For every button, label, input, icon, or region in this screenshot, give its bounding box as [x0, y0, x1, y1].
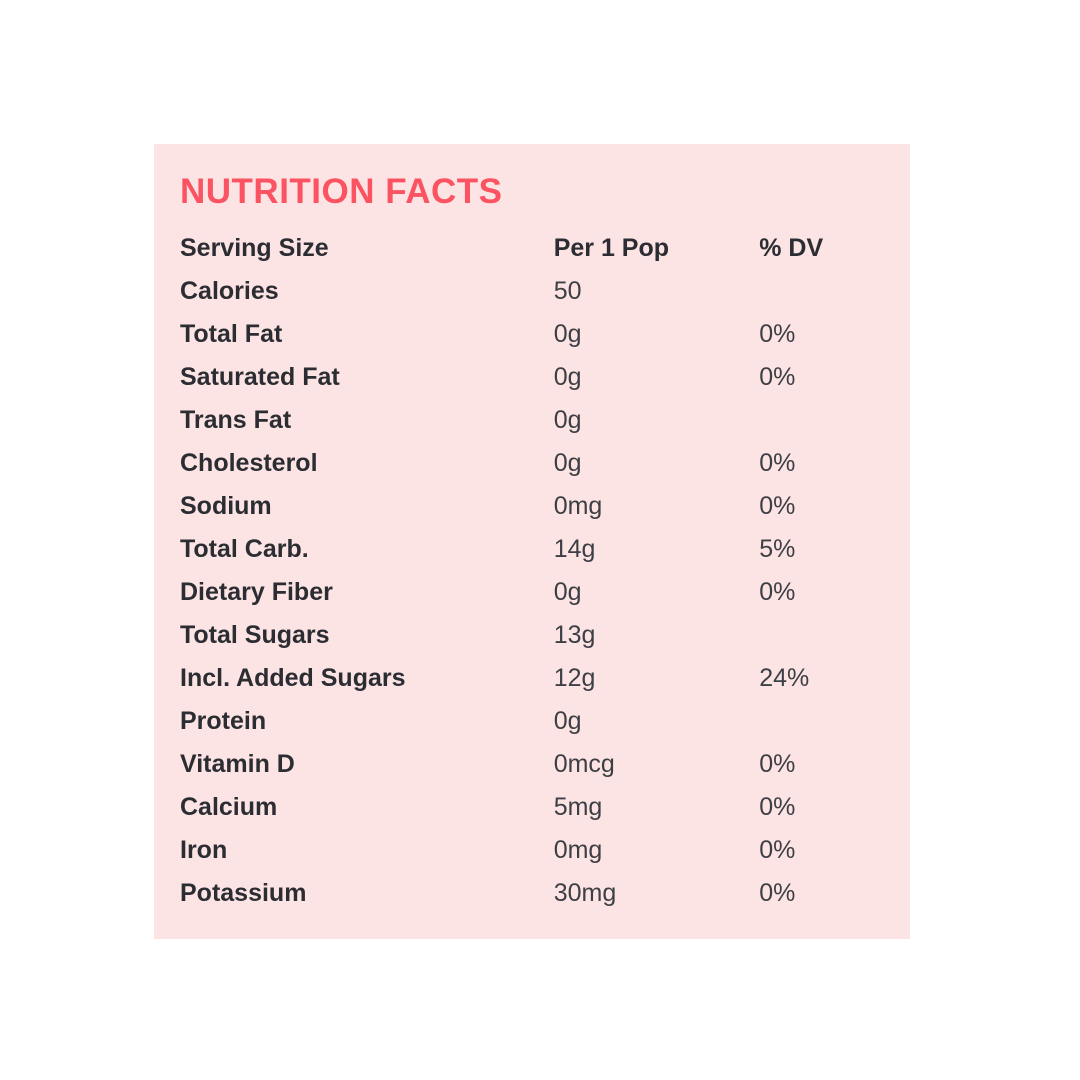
table-row — [180, 836, 890, 879]
row-amount: 0g — [553, 578, 582, 606]
row-amount: 0g — [553, 320, 582, 348]
table-row — [180, 492, 890, 535]
row-daily-value: 0% — [759, 836, 796, 864]
nutrition-facts-table — [180, 234, 890, 922]
nutrition-facts-panel — [154, 144, 910, 939]
row-label: Vitamin D — [180, 750, 295, 778]
row-label: Total Fat — [180, 320, 283, 348]
row-amount: 50 — [553, 277, 582, 305]
row-amount: 5mg — [553, 793, 603, 821]
row-amount: 0mcg — [553, 750, 615, 778]
table-row — [180, 578, 890, 621]
row-amount: 14g — [553, 535, 596, 563]
table-row — [180, 234, 890, 277]
row-daily-value: 5% — [759, 535, 796, 563]
row-label: Calories — [180, 277, 279, 305]
row-amount: 12g — [553, 664, 596, 692]
row-amount: 0g — [553, 449, 582, 477]
row-amount: 0g — [553, 707, 582, 735]
table-row — [180, 320, 890, 363]
row-amount: 0mg — [553, 492, 603, 520]
row-daily-value: 0% — [759, 793, 796, 821]
row-label: Trans Fat — [180, 406, 292, 434]
row-label: Protein — [180, 707, 267, 735]
row-label: Cholesterol — [180, 449, 318, 477]
row-label: Iron — [180, 836, 228, 864]
table-row — [180, 879, 890, 922]
table-row — [180, 793, 890, 836]
table-row — [180, 707, 890, 750]
row-label: Incl. Added Sugars — [180, 664, 406, 692]
row-amount: Per 1 Pop — [553, 234, 670, 262]
table-row — [180, 750, 890, 793]
row-daily-value: % DV — [759, 234, 824, 262]
row-label: Serving Size — [180, 234, 329, 262]
row-amount: 30mg — [553, 879, 617, 907]
row-amount: 0g — [553, 406, 582, 434]
row-label: Saturated Fat — [180, 363, 340, 391]
table-row — [180, 621, 890, 664]
table-row — [180, 277, 890, 320]
row-daily-value: 0% — [759, 363, 796, 391]
row-daily-value: 0% — [759, 578, 796, 606]
row-daily-value: 24% — [759, 664, 810, 692]
row-daily-value: 0% — [759, 320, 796, 348]
row-label: Total Carb. — [180, 535, 309, 563]
table-row — [180, 406, 890, 449]
row-label: Total Sugars — [180, 621, 330, 649]
table-row — [180, 664, 890, 707]
row-daily-value: 0% — [759, 879, 796, 907]
row-daily-value: 0% — [759, 449, 796, 477]
row-label: Potassium — [180, 879, 307, 907]
row-label: Sodium — [180, 492, 272, 520]
row-daily-value: 0% — [759, 750, 796, 778]
table-row — [180, 363, 890, 406]
table-row — [180, 449, 890, 492]
table-row — [180, 535, 890, 578]
row-daily-value: 0% — [759, 492, 796, 520]
row-amount: 0mg — [553, 836, 603, 864]
page-title: NUTRITION FACTS — [180, 172, 503, 211]
row-amount: 0g — [553, 363, 582, 391]
row-label: Calcium — [180, 793, 278, 821]
row-label: Dietary Fiber — [180, 578, 333, 606]
row-amount: 13g — [553, 621, 596, 649]
